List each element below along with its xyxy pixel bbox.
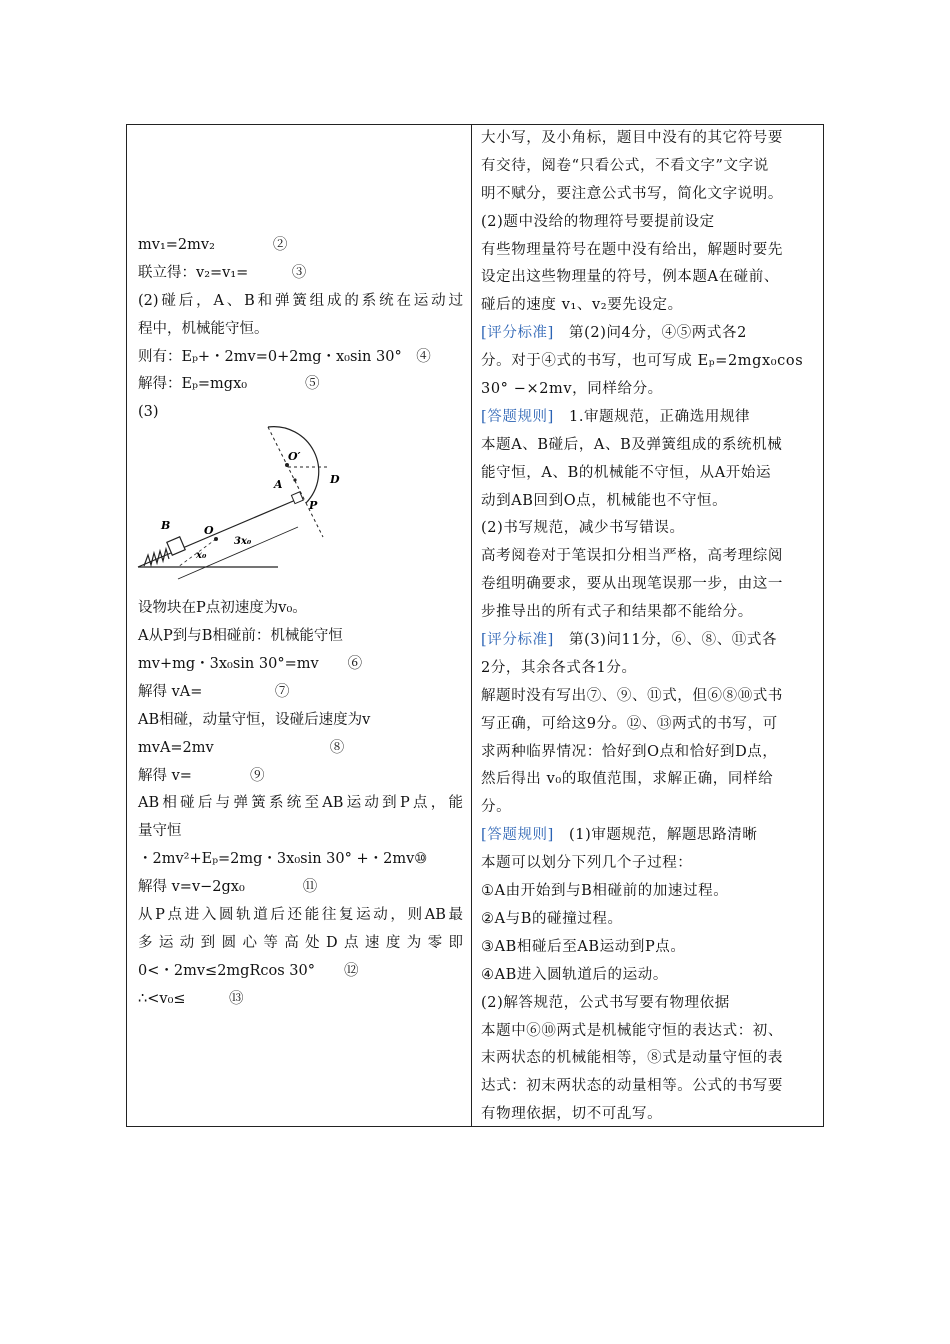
solution-line: A从P到与B相碰前：机械能守恒 <box>138 628 343 645</box>
note-text: ④AB进入圆轨道后的运动。 <box>481 966 668 983</box>
note-text: 有些物理量符号在题中没有给出，解题时要先 <box>481 241 783 258</box>
grading-notes <box>481 125 815 1129</box>
note-line <box>481 264 815 292</box>
section-tag: [评分标准] <box>481 325 554 342</box>
note-text: 动到AB回到O点，机械能也不守恒。 <box>481 492 728 509</box>
note-text: 有交待，阅卷“只看公式，不看文字”文字说 <box>481 157 769 174</box>
label-b: B <box>161 519 171 533</box>
solution-line: AB相碰后与弹簧系统至AB运动到P点，能 <box>138 795 463 812</box>
note-line <box>481 962 815 990</box>
note-text: 有物理依据，切不可乱写。 <box>481 1106 663 1123</box>
label-a: A <box>274 478 283 492</box>
solution-line: 则有：Eₚ+・2mv=0+2mg・x₀sin 30° ④ <box>138 348 431 365</box>
solution-line: ・2mv²+Eₚ=2mg・3x₀sin 30° +・2mv⑩ <box>138 851 428 868</box>
label-d: D <box>330 473 340 487</box>
note-line <box>481 153 815 181</box>
note-line <box>481 209 815 237</box>
note-text: 末两状态的机械能相等，⑧式是动量守恒的表 <box>481 1050 783 1067</box>
label-3x0: 3x₀ <box>234 536 252 548</box>
note-line <box>481 515 815 543</box>
solution-line: 解得 vA= ⑦ <box>138 683 290 700</box>
solution-line: (2)碰后，A、B和弹簧组成的系统在运动过 <box>138 292 463 309</box>
note-text: 明不赋分，要注意公式书写，简化文字说明。 <box>481 185 783 202</box>
solution-line: 程中，机械能守恒。 <box>138 320 269 337</box>
note-text: 本题A、B碰后，A、B及弹簧组成的系统机械 <box>481 436 783 453</box>
note-line <box>481 1045 815 1073</box>
label-p: P <box>309 499 318 513</box>
note-text: 能守恒，A、B的机械能不守恒，从A开始运 <box>481 464 772 481</box>
note-text: 写正确，可给这9分。⑫、⑬两式的书写，可 <box>481 715 778 732</box>
solution-table <box>126 124 824 1127</box>
note-text: (2)解答规范，公式书写要有物理依据 <box>481 994 730 1011</box>
note-text: 然后得出 v₀的取值范围，求解正确，同样给 <box>481 771 774 788</box>
note-line <box>481 181 815 209</box>
note-line <box>481 906 815 934</box>
note-text: 碰后的速度 v₁、v₂要先设定。 <box>481 297 683 314</box>
note-text: 第(3)问11分，⑥、⑧、⑪式各 <box>553 632 778 649</box>
note-text: 分。 <box>481 799 512 816</box>
note-text: (2)书写规范，减少书写错误。 <box>481 520 685 537</box>
section-tag: [答题规则] <box>481 827 554 844</box>
note-line <box>481 934 815 962</box>
solution-line: 解得 v=v−2gx₀ ⑪ <box>138 879 318 896</box>
note-text: 高考阅卷对于笔误扣分相当严格，高考理综阅 <box>481 548 783 565</box>
solution-line: 多运动到圆心等高处D点速度为零即 <box>138 934 463 951</box>
note-text: 卷组明确要求，要从出现笔误那一步，由这一 <box>481 576 783 593</box>
note-line <box>481 599 815 627</box>
solution-line: 0<・2mv≤2mgRcos 30° ⑫ <box>138 962 359 979</box>
solution-line: 从P点进入圆轨道后还能往复运动，则AB最 <box>138 907 463 924</box>
incline-diagram <box>138 427 338 595</box>
note-text: ①A由开始到与B相碰前的加速过程。 <box>481 883 729 900</box>
note-line <box>481 292 815 320</box>
note-line <box>481 655 815 683</box>
note-text: 大小写，及小角标，题目中没有的其它符号要 <box>481 130 783 146</box>
note-text: 2分，其余各式各1分。 <box>481 659 637 676</box>
note-line <box>481 543 815 571</box>
note-text: 达式：初末两状态的动量相等。公式的书写要 <box>481 1078 783 1095</box>
solution-line: 量守恒 <box>138 823 182 840</box>
note-line <box>481 376 815 404</box>
solution-column <box>127 125 472 1126</box>
solution-line: mvA=2mv ⑧ <box>138 739 345 756</box>
solution-line: ∴<v₀≤ ⑬ <box>138 990 244 1007</box>
solution-line: 设物块在P点初速度为v₀。 <box>138 600 307 617</box>
note-text: 本题中⑥⑩两式是机械能守恒的表达式：初、 <box>481 1022 783 1039</box>
solution-line: (3) <box>138 404 159 421</box>
note-line <box>481 404 815 432</box>
note-line <box>481 320 815 348</box>
note-line <box>481 1018 815 1046</box>
note-line <box>481 237 815 265</box>
note-line <box>481 571 815 599</box>
note-line <box>481 488 815 516</box>
note-text: 设定出这些物理量的符号，例本题A在碰前、 <box>481 269 779 286</box>
solution-line: mv+mg・3x₀sin 30°=mv ⑥ <box>138 656 363 673</box>
note-text: 解题时没有写出⑦、⑨、⑪式，但⑥⑧⑩式书 <box>481 687 783 704</box>
label-o-prime: O′ <box>288 450 301 464</box>
note-line <box>481 711 815 739</box>
note-line <box>481 1101 815 1129</box>
section-tag: [评分标准] <box>481 632 554 649</box>
solution-steps-bottom <box>138 595 463 1013</box>
solution-line: AB相碰，动量守恒，设碰后速度为v <box>138 711 371 728</box>
note-line <box>481 766 815 794</box>
solution-line: mv₁=2mv₂ ② <box>138 237 288 253</box>
note-line <box>481 125 815 153</box>
note-line <box>481 683 815 711</box>
note-text: 本题可以划分下列几个子过程： <box>481 855 693 872</box>
solution-steps-top <box>138 232 463 427</box>
label-x0: x₀ <box>196 550 207 562</box>
note-text: 1.审题规范，正确选用规律 <box>553 408 751 425</box>
note-text: 分。对于④式的书写，也可写成 Eₚ=2mgx₀cos <box>481 353 804 370</box>
note-line <box>481 1073 815 1101</box>
solution-line: 解得：Eₚ=mgx₀ ⑤ <box>138 376 320 393</box>
note-line <box>481 432 815 460</box>
note-line <box>481 878 815 906</box>
note-line <box>481 990 815 1018</box>
note-text: 求两种临界情况：恰好到O点和恰好到D点， <box>481 743 778 760</box>
note-line <box>481 739 815 767</box>
section-tag: [答题规则] <box>481 408 554 425</box>
solution-line: 联立得：v₂=v₁= ③ <box>138 264 307 281</box>
physics-figure <box>138 427 463 595</box>
note-text: (1)审题规范，解题思路清晰 <box>553 827 758 844</box>
note-line <box>481 794 815 822</box>
note-text: ②A与B的碰撞过程。 <box>481 910 623 927</box>
label-o: O <box>204 524 214 538</box>
solution-line: 解得 v= ⑨ <box>138 767 265 784</box>
note-text: ③AB相碰后至AB运动到P点。 <box>481 938 686 955</box>
note-text: 第(2)问4分，④⑤两式各2 <box>553 325 747 342</box>
note-text: 30° −×2mv，同样给分。 <box>481 381 663 398</box>
grading-notes-column <box>472 125 823 1126</box>
note-text: (2)题中没给的物理符号要提前设定 <box>481 213 715 230</box>
note-line <box>481 460 815 488</box>
note-line <box>481 348 815 376</box>
note-line <box>481 850 815 878</box>
note-line <box>481 627 815 655</box>
note-line <box>481 822 815 850</box>
note-text: 步推导出的所有式子和结果都不能给分。 <box>481 604 753 621</box>
